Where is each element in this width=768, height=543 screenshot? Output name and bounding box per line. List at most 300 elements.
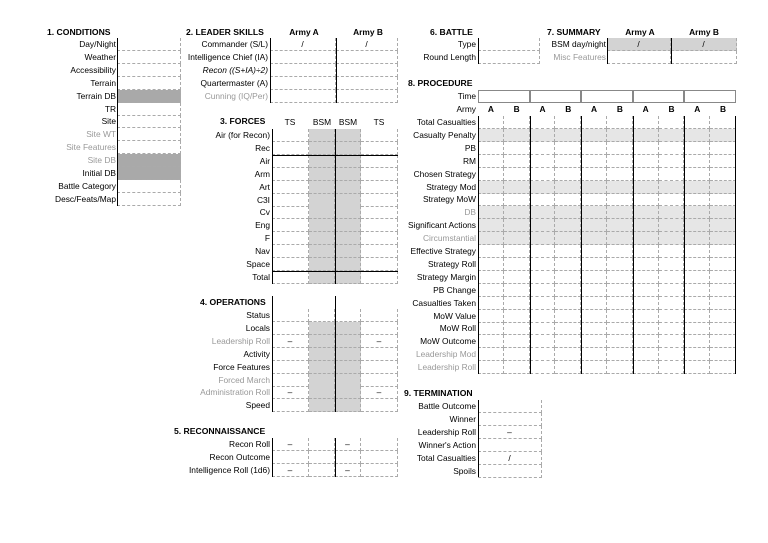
- procedure-field[interactable]: [555, 310, 581, 323]
- operations-a-bsm-field[interactable]: [309, 309, 335, 322]
- procedure-field[interactable]: [684, 348, 710, 361]
- procedure-field[interactable]: [530, 335, 556, 348]
- procedure-field[interactable]: [710, 206, 736, 219]
- procedure-field[interactable]: [581, 361, 607, 374]
- procedure-field[interactable]: [659, 361, 685, 374]
- procedure-field[interactable]: [607, 181, 633, 194]
- procedure-field[interactable]: [555, 245, 581, 258]
- procedure-field[interactable]: [633, 271, 659, 284]
- leader-army-b-field[interactable]: [336, 51, 398, 64]
- forces-bsm-a-field[interactable]: [309, 155, 335, 168]
- procedure-field[interactable]: [659, 348, 685, 361]
- operations-b-bsm-field[interactable]: [335, 399, 361, 412]
- leader-army-a-field[interactable]: [270, 77, 336, 90]
- procedure-field[interactable]: [555, 142, 581, 155]
- procedure-field[interactable]: [684, 206, 710, 219]
- procedure-field[interactable]: [710, 219, 736, 232]
- procedure-field[interactable]: [684, 232, 710, 245]
- procedure-field[interactable]: [581, 335, 607, 348]
- procedure-field[interactable]: [478, 322, 504, 335]
- procedure-field[interactable]: [633, 322, 659, 335]
- operations-b-field[interactable]: [361, 374, 398, 387]
- termination-field[interactable]: [478, 413, 542, 426]
- procedure-field[interactable]: [555, 335, 581, 348]
- recon-a-extra-field[interactable]: [309, 438, 335, 451]
- procedure-field[interactable]: [684, 245, 710, 258]
- conditions-field[interactable]: [117, 154, 181, 167]
- procedure-field[interactable]: [504, 245, 530, 258]
- forces-bsm-b-field[interactable]: [335, 155, 361, 168]
- forces-ts-b-field[interactable]: [361, 155, 398, 168]
- procedure-field[interactable]: [607, 142, 633, 155]
- procedure-field[interactable]: [633, 116, 659, 129]
- forces-bsm-b-field[interactable]: [335, 194, 361, 207]
- operations-a-field[interactable]: [272, 348, 309, 361]
- forces-ts-b-field[interactable]: [361, 168, 398, 181]
- procedure-field[interactable]: [530, 245, 556, 258]
- procedure-field[interactable]: [659, 271, 685, 284]
- operations-b-field[interactable]: [361, 322, 398, 335]
- forces-ts-a-field[interactable]: [272, 194, 309, 207]
- procedure-field[interactable]: [555, 297, 581, 310]
- procedure-field[interactable]: [555, 168, 581, 181]
- procedure-field[interactable]: [504, 206, 530, 219]
- conditions-field[interactable]: [117, 180, 181, 193]
- procedure-field[interactable]: [478, 168, 504, 181]
- procedure-field[interactable]: [607, 168, 633, 181]
- procedure-field[interactable]: [607, 284, 633, 297]
- procedure-field[interactable]: [504, 361, 530, 374]
- procedure-field[interactable]: [581, 155, 607, 168]
- procedure-field[interactable]: [710, 348, 736, 361]
- procedure-field[interactable]: [607, 310, 633, 323]
- procedure-field[interactable]: [659, 297, 685, 310]
- procedure-field[interactable]: [504, 142, 530, 155]
- forces-ts-a-field[interactable]: [272, 181, 309, 194]
- procedure-time-field[interactable]: [684, 90, 736, 103]
- procedure-field[interactable]: [633, 297, 659, 310]
- procedure-field[interactable]: [530, 297, 556, 310]
- operations-b-field[interactable]: [361, 348, 398, 361]
- procedure-field[interactable]: [478, 206, 504, 219]
- forces-bsm-b-field[interactable]: [335, 168, 361, 181]
- forces-bsm-b-field[interactable]: [335, 232, 361, 245]
- procedure-field[interactable]: [607, 206, 633, 219]
- procedure-field[interactable]: [504, 181, 530, 194]
- recon-b-field[interactable]: [335, 451, 361, 464]
- forces-bsm-a-field[interactable]: [309, 142, 335, 155]
- procedure-field[interactable]: [659, 206, 685, 219]
- leader-army-a-field[interactable]: [270, 64, 336, 77]
- procedure-field[interactable]: [530, 232, 556, 245]
- forces-bsm-a-field[interactable]: [309, 219, 335, 232]
- procedure-field[interactable]: [684, 219, 710, 232]
- procedure-field[interactable]: [478, 284, 504, 297]
- procedure-field[interactable]: [710, 193, 736, 206]
- procedure-field[interactable]: [555, 181, 581, 194]
- procedure-field[interactable]: [581, 168, 607, 181]
- procedure-field[interactable]: [607, 245, 633, 258]
- procedure-field[interactable]: [710, 168, 736, 181]
- procedure-field[interactable]: [555, 116, 581, 129]
- conditions-field[interactable]: [117, 103, 181, 116]
- operations-a-field[interactable]: [272, 399, 309, 412]
- procedure-field[interactable]: [478, 181, 504, 194]
- procedure-field[interactable]: [607, 297, 633, 310]
- operations-b-bsm-field[interactable]: [335, 322, 361, 335]
- procedure-field[interactable]: [710, 310, 736, 323]
- procedure-field[interactable]: [530, 116, 556, 129]
- operations-a-bsm-field[interactable]: [309, 399, 335, 412]
- procedure-field[interactable]: [478, 116, 504, 129]
- procedure-field[interactable]: [633, 245, 659, 258]
- forces-ts-a-field[interactable]: [272, 271, 309, 284]
- forces-bsm-a-field[interactable]: [309, 206, 335, 219]
- procedure-field[interactable]: [478, 142, 504, 155]
- procedure-field[interactable]: [530, 181, 556, 194]
- procedure-field[interactable]: [581, 258, 607, 271]
- procedure-field[interactable]: [684, 258, 710, 271]
- procedure-field[interactable]: [555, 284, 581, 297]
- procedure-field[interactable]: [659, 284, 685, 297]
- operations-b-bsm-field[interactable]: [335, 386, 361, 399]
- procedure-field[interactable]: [555, 206, 581, 219]
- forces-bsm-a-field[interactable]: [309, 181, 335, 194]
- forces-bsm-b-field[interactable]: [335, 181, 361, 194]
- operations-b-bsm-field[interactable]: [335, 374, 361, 387]
- procedure-field[interactable]: [607, 129, 633, 142]
- procedure-field[interactable]: [633, 155, 659, 168]
- termination-field[interactable]: [478, 465, 542, 478]
- procedure-field[interactable]: [530, 219, 556, 232]
- termination-field[interactable]: [478, 400, 542, 413]
- forces-bsm-a-field[interactable]: [309, 168, 335, 181]
- procedure-field[interactable]: [504, 219, 530, 232]
- forces-ts-a-field[interactable]: [272, 206, 309, 219]
- procedure-field[interactable]: [478, 258, 504, 271]
- conditions-field[interactable]: [117, 64, 181, 77]
- procedure-field[interactable]: [684, 181, 710, 194]
- procedure-field[interactable]: [504, 284, 530, 297]
- procedure-field[interactable]: [710, 155, 736, 168]
- forces-bsm-a-field[interactable]: [309, 258, 335, 271]
- procedure-field[interactable]: [581, 206, 607, 219]
- procedure-field[interactable]: [633, 181, 659, 194]
- operations-a-bsm-field[interactable]: [309, 348, 335, 361]
- procedure-field[interactable]: [555, 258, 581, 271]
- operations-b-field[interactable]: [361, 361, 398, 374]
- recon-a-extra-field[interactable]: [309, 451, 335, 464]
- forces-ts-b-field[interactable]: [361, 258, 398, 271]
- procedure-field[interactable]: [607, 348, 633, 361]
- procedure-field[interactable]: [633, 258, 659, 271]
- procedure-field[interactable]: [659, 181, 685, 194]
- procedure-field[interactable]: [555, 155, 581, 168]
- procedure-field[interactable]: [633, 232, 659, 245]
- procedure-field[interactable]: [607, 193, 633, 206]
- procedure-field[interactable]: [581, 284, 607, 297]
- procedure-field[interactable]: [478, 155, 504, 168]
- procedure-field[interactable]: [581, 181, 607, 194]
- procedure-field[interactable]: [659, 322, 685, 335]
- procedure-field[interactable]: [710, 271, 736, 284]
- procedure-time-field[interactable]: [581, 90, 633, 103]
- procedure-field[interactable]: [633, 142, 659, 155]
- procedure-field[interactable]: [530, 258, 556, 271]
- procedure-field[interactable]: [504, 193, 530, 206]
- forces-bsm-b-field[interactable]: [335, 219, 361, 232]
- operations-a-bsm-field[interactable]: [309, 374, 335, 387]
- recon-a-extra-field[interactable]: [309, 464, 335, 477]
- procedure-field[interactable]: [504, 271, 530, 284]
- procedure-field[interactable]: [478, 245, 504, 258]
- procedure-field[interactable]: [710, 361, 736, 374]
- procedure-field[interactable]: [478, 232, 504, 245]
- procedure-field[interactable]: [478, 348, 504, 361]
- procedure-field[interactable]: [710, 181, 736, 194]
- procedure-field[interactable]: [478, 361, 504, 374]
- procedure-field[interactable]: [504, 116, 530, 129]
- procedure-field[interactable]: [530, 284, 556, 297]
- procedure-field[interactable]: [581, 348, 607, 361]
- recon-b-field[interactable]: –: [335, 438, 361, 451]
- procedure-field[interactable]: [659, 155, 685, 168]
- forces-ts-a-field[interactable]: [272, 129, 309, 142]
- leader-army-b-field[interactable]: [336, 77, 398, 90]
- procedure-field[interactable]: [659, 219, 685, 232]
- recon-a-field[interactable]: –: [272, 464, 309, 477]
- operations-a-bsm-field[interactable]: [309, 386, 335, 399]
- operations-a-field[interactable]: [272, 322, 309, 335]
- operations-b-bsm-field[interactable]: [335, 309, 361, 322]
- procedure-field[interactable]: [504, 155, 530, 168]
- procedure-field[interactable]: [633, 129, 659, 142]
- forces-bsm-b-field[interactable]: [335, 271, 361, 284]
- procedure-field[interactable]: [504, 258, 530, 271]
- procedure-field[interactable]: [581, 142, 607, 155]
- procedure-field[interactable]: [504, 232, 530, 245]
- forces-ts-a-field[interactable]: [272, 232, 309, 245]
- procedure-field[interactable]: [684, 129, 710, 142]
- forces-bsm-b-field[interactable]: [335, 206, 361, 219]
- procedure-field[interactable]: [530, 361, 556, 374]
- procedure-field[interactable]: [710, 335, 736, 348]
- procedure-field[interactable]: [684, 284, 710, 297]
- forces-bsm-a-field[interactable]: [309, 245, 335, 258]
- procedure-field[interactable]: [555, 193, 581, 206]
- procedure-field[interactable]: [633, 361, 659, 374]
- procedure-field[interactable]: [530, 348, 556, 361]
- leader-army-b-field[interactable]: [336, 90, 398, 103]
- procedure-field[interactable]: [659, 258, 685, 271]
- procedure-field[interactable]: [581, 310, 607, 323]
- procedure-field[interactable]: [684, 297, 710, 310]
- procedure-field[interactable]: [633, 335, 659, 348]
- procedure-field[interactable]: [530, 310, 556, 323]
- procedure-field[interactable]: [684, 271, 710, 284]
- forces-ts-b-field[interactable]: [361, 129, 398, 142]
- forces-ts-b-field[interactable]: [361, 232, 398, 245]
- summary-army-a-field[interactable]: [607, 51, 671, 64]
- procedure-field[interactable]: [581, 219, 607, 232]
- procedure-field[interactable]: [581, 271, 607, 284]
- procedure-field[interactable]: [684, 155, 710, 168]
- conditions-field[interactable]: [117, 128, 181, 141]
- procedure-field[interactable]: [659, 168, 685, 181]
- procedure-field[interactable]: [504, 335, 530, 348]
- procedure-field[interactable]: [659, 193, 685, 206]
- procedure-field[interactable]: [478, 193, 504, 206]
- forces-ts-a-field[interactable]: [272, 168, 309, 181]
- conditions-field[interactable]: [117, 77, 181, 90]
- recon-b-field[interactable]: –: [335, 464, 361, 477]
- conditions-field[interactable]: [117, 167, 181, 180]
- leader-army-a-field[interactable]: [270, 51, 336, 64]
- termination-field[interactable]: –: [478, 426, 542, 439]
- procedure-field[interactable]: [684, 168, 710, 181]
- procedure-field[interactable]: [504, 322, 530, 335]
- procedure-field[interactable]: [659, 245, 685, 258]
- procedure-field[interactable]: [607, 361, 633, 374]
- procedure-field[interactable]: [710, 245, 736, 258]
- procedure-field[interactable]: [530, 142, 556, 155]
- procedure-time-field[interactable]: [633, 90, 685, 103]
- forces-ts-a-field[interactable]: [272, 142, 309, 155]
- procedure-field[interactable]: [710, 284, 736, 297]
- procedure-field[interactable]: [659, 310, 685, 323]
- summary-army-b-field[interactable]: /: [671, 38, 737, 51]
- procedure-field[interactable]: [478, 335, 504, 348]
- procedure-field[interactable]: [555, 322, 581, 335]
- procedure-field[interactable]: [555, 219, 581, 232]
- procedure-field[interactable]: [555, 129, 581, 142]
- recon-b-extra-field[interactable]: [361, 451, 398, 464]
- operations-a-field[interactable]: [272, 361, 309, 374]
- procedure-field[interactable]: [530, 129, 556, 142]
- procedure-field[interactable]: [633, 284, 659, 297]
- procedure-field[interactable]: [607, 271, 633, 284]
- forces-ts-b-field[interactable]: [361, 271, 398, 284]
- procedure-field[interactable]: [633, 219, 659, 232]
- procedure-field[interactable]: [633, 206, 659, 219]
- procedure-field[interactable]: [581, 129, 607, 142]
- procedure-field[interactable]: [504, 310, 530, 323]
- procedure-field[interactable]: [710, 297, 736, 310]
- operations-a-bsm-field[interactable]: [309, 335, 335, 348]
- conditions-field[interactable]: [117, 193, 181, 206]
- procedure-field[interactable]: [530, 271, 556, 284]
- recon-b-extra-field[interactable]: [361, 438, 398, 451]
- recon-a-field[interactable]: –: [272, 438, 309, 451]
- termination-field[interactable]: [478, 439, 542, 452]
- procedure-field[interactable]: [555, 361, 581, 374]
- procedure-field[interactable]: [684, 116, 710, 129]
- procedure-field[interactable]: [659, 142, 685, 155]
- forces-ts-a-field[interactable]: [272, 258, 309, 271]
- procedure-field[interactable]: [659, 335, 685, 348]
- battle-field[interactable]: [478, 51, 540, 64]
- procedure-field[interactable]: [607, 258, 633, 271]
- conditions-field[interactable]: [117, 141, 181, 154]
- forces-bsm-a-field[interactable]: [309, 232, 335, 245]
- procedure-field[interactable]: [607, 322, 633, 335]
- operations-a-field[interactable]: –: [272, 335, 309, 348]
- operations-a-field[interactable]: [272, 374, 309, 387]
- procedure-field[interactable]: [710, 232, 736, 245]
- operations-b-field[interactable]: –: [361, 335, 398, 348]
- procedure-field[interactable]: [478, 297, 504, 310]
- procedure-field[interactable]: [581, 322, 607, 335]
- procedure-time-field[interactable]: [478, 90, 530, 103]
- procedure-field[interactable]: [607, 335, 633, 348]
- operations-b-field[interactable]: [361, 309, 398, 322]
- procedure-field[interactable]: [504, 168, 530, 181]
- procedure-field[interactable]: [684, 361, 710, 374]
- procedure-field[interactable]: [659, 232, 685, 245]
- forces-bsm-b-field[interactable]: [335, 129, 361, 142]
- forces-bsm-b-field[interactable]: [335, 142, 361, 155]
- forces-bsm-a-field[interactable]: [309, 271, 335, 284]
- procedure-field[interactable]: [478, 271, 504, 284]
- procedure-field[interactable]: [684, 322, 710, 335]
- procedure-field[interactable]: [633, 348, 659, 361]
- operations-a-field[interactable]: [272, 309, 309, 322]
- procedure-field[interactable]: [530, 168, 556, 181]
- procedure-field[interactable]: [684, 335, 710, 348]
- procedure-field[interactable]: [478, 310, 504, 323]
- procedure-field[interactable]: [633, 168, 659, 181]
- procedure-field[interactable]: [581, 116, 607, 129]
- recon-b-extra-field[interactable]: [361, 464, 398, 477]
- forces-ts-a-field[interactable]: [272, 155, 309, 168]
- procedure-field[interactable]: [607, 219, 633, 232]
- forces-bsm-b-field[interactable]: [335, 245, 361, 258]
- forces-ts-a-field[interactable]: [272, 219, 309, 232]
- procedure-field[interactable]: [530, 193, 556, 206]
- conditions-field[interactable]: [117, 51, 181, 64]
- procedure-field[interactable]: [530, 155, 556, 168]
- forces-ts-b-field[interactable]: [361, 206, 398, 219]
- procedure-field[interactable]: [555, 348, 581, 361]
- forces-ts-b-field[interactable]: [361, 219, 398, 232]
- forces-bsm-b-field[interactable]: [335, 258, 361, 271]
- procedure-field[interactable]: [710, 258, 736, 271]
- procedure-field[interactable]: [684, 142, 710, 155]
- procedure-field[interactable]: [581, 232, 607, 245]
- leader-army-a-field[interactable]: [270, 90, 336, 103]
- forces-bsm-a-field[interactable]: [309, 129, 335, 142]
- procedure-field[interactable]: [504, 297, 530, 310]
- forces-ts-a-field[interactable]: [272, 245, 309, 258]
- operations-a-bsm-field[interactable]: [309, 361, 335, 374]
- procedure-field[interactable]: [633, 193, 659, 206]
- procedure-field[interactable]: [555, 271, 581, 284]
- procedure-field[interactable]: [710, 129, 736, 142]
- summary-army-a-field[interactable]: /: [607, 38, 671, 51]
- procedure-field[interactable]: [710, 116, 736, 129]
- termination-field[interactable]: /: [478, 452, 542, 465]
- leader-army-b-field[interactable]: [336, 64, 398, 77]
- operations-a-field[interactable]: –: [272, 386, 309, 399]
- forces-ts-b-field[interactable]: [361, 181, 398, 194]
- procedure-field[interactable]: [684, 310, 710, 323]
- forces-ts-b-field[interactable]: [361, 142, 398, 155]
- conditions-field[interactable]: [117, 38, 181, 51]
- operations-b-bsm-field[interactable]: [335, 335, 361, 348]
- operations-b-bsm-field[interactable]: [335, 361, 361, 374]
- conditions-field[interactable]: [117, 115, 181, 128]
- forces-bsm-a-field[interactable]: [309, 194, 335, 207]
